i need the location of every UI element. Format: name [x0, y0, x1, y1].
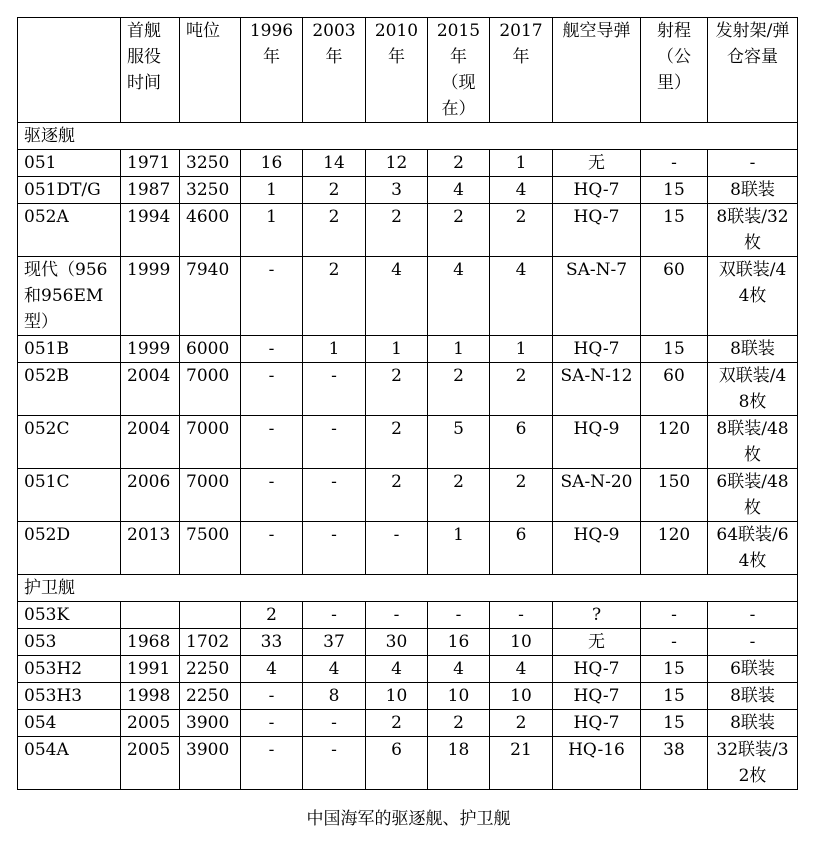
ship-type-cell: 054A [18, 737, 121, 790]
table-cell: 1 [490, 150, 553, 177]
table-cell: 2 [490, 363, 553, 416]
table-cell: - [241, 683, 303, 710]
table-cell: 2 [366, 469, 428, 522]
table-cell: ? [553, 602, 641, 629]
table-cell: HQ-16 [553, 737, 641, 790]
table-row [18, 710, 798, 737]
header-cell: 2003年 [303, 18, 366, 123]
table-row [18, 150, 798, 177]
header-cell: 发射架/弹仓容量 [708, 18, 798, 123]
table-cell: 6 [490, 416, 553, 469]
table-cell: 15 [641, 204, 708, 257]
table-cell: - [303, 737, 366, 790]
table-cell: 6000 [180, 336, 241, 363]
section-title: 驱逐舰 [18, 123, 798, 150]
header-cell: 吨位 [180, 18, 241, 123]
table-cell: - [641, 602, 708, 629]
table-cell: 2 [366, 416, 428, 469]
table-cell: 5 [428, 416, 490, 469]
table-cell: 16 [241, 150, 303, 177]
table-cell: 1994 [121, 204, 180, 257]
ship-type-cell: 051C [18, 469, 121, 522]
header-cell: 射程（公里） [641, 18, 708, 123]
table-cell: 2 [366, 363, 428, 416]
table-cell: - [241, 416, 303, 469]
table-cell: - [641, 629, 708, 656]
table-cell: 1 [490, 336, 553, 363]
table-cell: HQ-9 [553, 416, 641, 469]
table-cell: 15 [641, 683, 708, 710]
table-cell: 6联装/48枚 [708, 469, 798, 522]
table-cell: 双联装/44枚 [708, 257, 798, 336]
table-row [18, 416, 798, 469]
table-cell: 2 [490, 204, 553, 257]
table-cell: 2013 [121, 522, 180, 575]
table-cell: 6 [490, 522, 553, 575]
table-cell: 1999 [121, 257, 180, 336]
table-cell: 3250 [180, 177, 241, 204]
table-cell: 2 [303, 177, 366, 204]
table-cell: 1 [428, 336, 490, 363]
table-cell: 2250 [180, 683, 241, 710]
table-cell: SA-N-12 [553, 363, 641, 416]
table-cell: 120 [641, 522, 708, 575]
section-row [18, 123, 798, 150]
header-row [18, 18, 798, 123]
table-cell: 2 [366, 710, 428, 737]
table-cell: HQ-7 [553, 683, 641, 710]
ship-type-cell: 052D [18, 522, 121, 575]
table-cell: 2 [241, 602, 303, 629]
table-cell: 2 [428, 204, 490, 257]
table-cell: 1991 [121, 656, 180, 683]
table-row [18, 257, 798, 336]
table-cell: 10 [490, 629, 553, 656]
table-cell: HQ-7 [553, 204, 641, 257]
table-row [18, 469, 798, 522]
table-cell: - [303, 416, 366, 469]
ship-type-cell: 051DT/G [18, 177, 121, 204]
table-cell [180, 602, 241, 629]
table-cell: - [303, 602, 366, 629]
table-cell: 3900 [180, 710, 241, 737]
table-cell: 无 [553, 629, 641, 656]
table-cell: 150 [641, 469, 708, 522]
table-cell: 15 [641, 656, 708, 683]
naval-ships-table [17, 17, 798, 790]
table-row [18, 737, 798, 790]
header-cell: 2010年 [366, 18, 428, 123]
table-cell: - [241, 737, 303, 790]
section-title: 护卫舰 [18, 575, 798, 602]
table-cell: 4 [428, 656, 490, 683]
header-cell: 舰空导弹 [553, 18, 641, 123]
table-cell: 2 [428, 469, 490, 522]
table-cell: 8联装/48枚 [708, 416, 798, 469]
table-row [18, 336, 798, 363]
table-cell: 2 [303, 204, 366, 257]
table-cell: 33 [241, 629, 303, 656]
table-cell: 15 [641, 336, 708, 363]
table-cell: 64联装/64枚 [708, 522, 798, 575]
table-cell: 6联装 [708, 656, 798, 683]
table-cell: 10 [490, 683, 553, 710]
table-cell: 8联装 [708, 336, 798, 363]
section-row [18, 575, 798, 602]
table-cell: - [241, 257, 303, 336]
table-cell: 2 [303, 257, 366, 336]
table-cell: - [241, 710, 303, 737]
table-cell [121, 602, 180, 629]
table-cell: 1968 [121, 629, 180, 656]
table-cell: - [708, 150, 798, 177]
table-cell: - [303, 469, 366, 522]
table-cell: - [708, 602, 798, 629]
table-cell: 1998 [121, 683, 180, 710]
table-cell: 1 [241, 204, 303, 257]
table-cell: 3900 [180, 737, 241, 790]
table-cell: HQ-7 [553, 710, 641, 737]
table-cell: 7000 [180, 416, 241, 469]
table-cell: 12 [366, 150, 428, 177]
table-cell: 30 [366, 629, 428, 656]
table-cell: 4 [428, 177, 490, 204]
table-cell: 15 [641, 177, 708, 204]
ship-type-cell: 054 [18, 710, 121, 737]
table-cell: - [366, 522, 428, 575]
table-cell: 2005 [121, 737, 180, 790]
table-cell: 2 [428, 710, 490, 737]
table-cell: 18 [428, 737, 490, 790]
table-row [18, 522, 798, 575]
table-cell: 8联装/32枚 [708, 204, 798, 257]
table-row [18, 629, 798, 656]
table-cell: 7000 [180, 469, 241, 522]
table-cell: HQ-7 [553, 336, 641, 363]
table-cell: 60 [641, 363, 708, 416]
table-cell: 120 [641, 416, 708, 469]
table-cell: 8联装 [708, 710, 798, 737]
table-cell: 2004 [121, 416, 180, 469]
table-cell: - [241, 363, 303, 416]
table-cell: 4600 [180, 204, 241, 257]
table-cell: 2 [490, 469, 553, 522]
table-cell: 4 [490, 656, 553, 683]
table-cell: - [366, 602, 428, 629]
table-cell: 15 [641, 710, 708, 737]
ship-type-cell: 052A [18, 204, 121, 257]
table-cell: 无 [553, 150, 641, 177]
table-cell: 7000 [180, 363, 241, 416]
table-cell: 60 [641, 257, 708, 336]
header-cell: 2015年（现在） [428, 18, 490, 123]
table-cell: 7500 [180, 522, 241, 575]
table-cell: HQ-9 [553, 522, 641, 575]
table-cell: 双联装/48枚 [708, 363, 798, 416]
table-cell: 2 [428, 150, 490, 177]
table-cell: 8 [303, 683, 366, 710]
table-cell: 4 [428, 257, 490, 336]
table-cell: 4 [366, 656, 428, 683]
table-cell: - [303, 710, 366, 737]
ship-type-cell: 现代（956和956EM型） [18, 257, 121, 336]
table-cell: 37 [303, 629, 366, 656]
table-cell: 1 [303, 336, 366, 363]
table-cell: 1 [428, 522, 490, 575]
ship-type-cell: 052B [18, 363, 121, 416]
table-row [18, 177, 798, 204]
table-cell: 6 [366, 737, 428, 790]
table-cell: 8联装 [708, 177, 798, 204]
table-cell: 2005 [121, 710, 180, 737]
table-cell: - [241, 469, 303, 522]
table-cell: 14 [303, 150, 366, 177]
table-cell: 7940 [180, 257, 241, 336]
table-cell: 10 [428, 683, 490, 710]
header-cell [18, 18, 121, 123]
table-cell: 1702 [180, 629, 241, 656]
ship-type-cell: 053 [18, 629, 121, 656]
table-cell: - [641, 150, 708, 177]
table-cell: 21 [490, 737, 553, 790]
table-cell: 3 [366, 177, 428, 204]
table-row [18, 683, 798, 710]
table-cell: SA-N-20 [553, 469, 641, 522]
table-cell: 32联装/32枚 [708, 737, 798, 790]
table-cell: - [708, 629, 798, 656]
ship-type-cell: 053H2 [18, 656, 121, 683]
ship-type-cell: 052C [18, 416, 121, 469]
table-cell: 4 [241, 656, 303, 683]
table-cell: 1999 [121, 336, 180, 363]
ship-type-cell: 053H3 [18, 683, 121, 710]
table-cell: HQ-7 [553, 656, 641, 683]
table-row [18, 363, 798, 416]
table-caption: 中国海军的驱逐舰、护卫舰 [306, 809, 511, 829]
table-cell: 8联装 [708, 683, 798, 710]
table-row [18, 656, 798, 683]
header-cell: 1996年 [241, 18, 303, 123]
table-cell: - [303, 363, 366, 416]
table-cell: 2 [366, 204, 428, 257]
table-cell: 1 [241, 177, 303, 204]
header-cell: 2017年 [490, 18, 553, 123]
table-cell: 2006 [121, 469, 180, 522]
header-cell: 首舰服役时间 [121, 18, 180, 123]
table-cell: 4 [303, 656, 366, 683]
table-cell: 2250 [180, 656, 241, 683]
table-cell: 3250 [180, 150, 241, 177]
table-cell: 2 [428, 363, 490, 416]
table-cell: 1971 [121, 150, 180, 177]
table-cell: 4 [490, 257, 553, 336]
table-cell: - [241, 522, 303, 575]
table-cell: 4 [366, 257, 428, 336]
table-cell: - [241, 336, 303, 363]
ship-type-cell: 053K [18, 602, 121, 629]
table-cell: 16 [428, 629, 490, 656]
table-row [18, 204, 798, 257]
table-body [18, 123, 798, 790]
table-cell: 4 [490, 177, 553, 204]
table-cell: - [303, 522, 366, 575]
table-cell: - [428, 602, 490, 629]
table-cell: - [490, 602, 553, 629]
table-cell: 10 [366, 683, 428, 710]
table-cell: HQ-7 [553, 177, 641, 204]
ship-type-cell: 051B [18, 336, 121, 363]
table-cell: 1987 [121, 177, 180, 204]
table-cell: 38 [641, 737, 708, 790]
table-cell: SA-N-7 [553, 257, 641, 336]
table-cell: 1 [366, 336, 428, 363]
table-cell: 2004 [121, 363, 180, 416]
table-row [18, 602, 798, 629]
ship-type-cell: 051 [18, 150, 121, 177]
table-cell: 2 [490, 710, 553, 737]
